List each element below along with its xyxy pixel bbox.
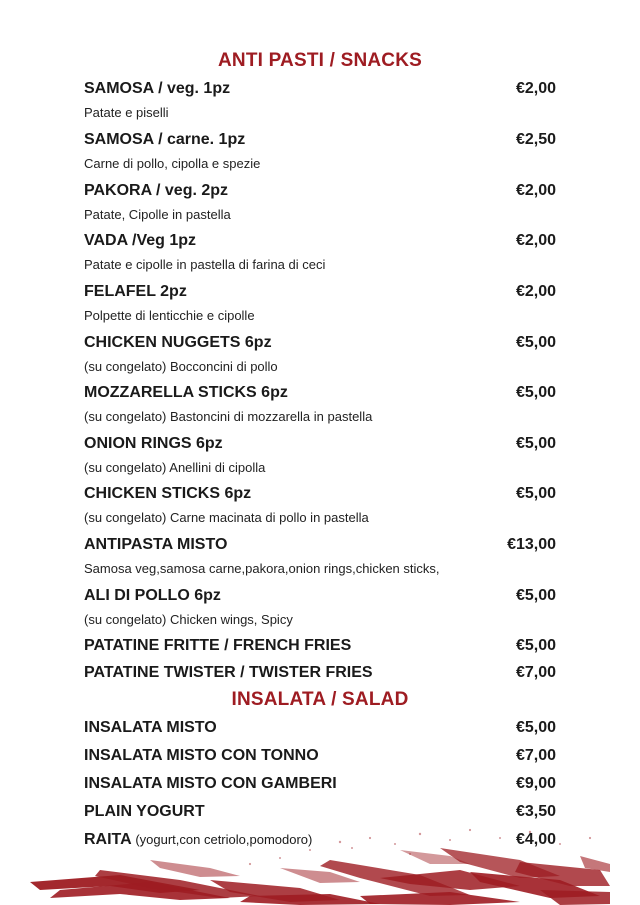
item-name: SAMOSA / veg. 1pz xyxy=(84,80,231,97)
menu-item-samosa-carne xyxy=(84,131,556,171)
menu-item-onion-rings xyxy=(84,435,556,475)
menu-item-samosa-veg xyxy=(84,80,556,120)
item-price: €5,00 xyxy=(515,334,556,351)
item-price: €2,00 xyxy=(515,283,556,300)
item-name: VADA /Veg 1pz xyxy=(84,232,197,249)
item-description: Patate, Cipolle in pastella xyxy=(84,207,231,222)
section-title-salad: INSALATA / SALAD xyxy=(231,689,409,710)
menu-item-chicken-sticks xyxy=(84,485,556,525)
item-name: PATATINE FRITTE / FRENCH FRIES xyxy=(84,637,352,654)
menu-item-insalata-tonno xyxy=(84,747,556,771)
item-name: ANTIPASTA MISTO xyxy=(84,536,228,553)
menu-item-mozzarella-sticks xyxy=(84,384,556,424)
item-name: INSALATA MISTO CON GAMBERI xyxy=(84,775,337,792)
menu-item-french-fries xyxy=(84,637,556,661)
item-price: €5,00 xyxy=(515,587,556,604)
item-name: MOZZARELLA STICKS 6pz xyxy=(84,384,288,401)
item-description: (su congelato) Bastoncini di mozzarella in pastella xyxy=(84,409,373,424)
item-description: Patate e piselli xyxy=(84,105,169,120)
menu-item-vada xyxy=(84,232,556,272)
item-description: (su congelato) Anellini di cipolla xyxy=(84,460,266,475)
item-description: Carne di pollo, cipolla e spezie xyxy=(84,156,261,171)
item-name: PATATINE TWISTER / TWISTER FRIES xyxy=(84,664,373,681)
item-price: €2,00 xyxy=(515,80,556,97)
section-title-snacks: ANTI PASTI / SNACKS xyxy=(217,50,422,71)
item-name: SAMOSA / carne. 1pz xyxy=(84,131,246,148)
item-description: (su congelato) Chicken wings, Spicy xyxy=(84,612,293,627)
item-price: €2,00 xyxy=(515,182,556,199)
item-price: €9,00 xyxy=(515,775,556,792)
menu-item-felafel xyxy=(84,283,556,323)
item-price: €2,00 xyxy=(515,232,556,249)
item-price: €5,00 xyxy=(515,719,556,736)
item-price: €5,00 xyxy=(515,435,556,452)
item-name: CHICKEN STICKS 6pz xyxy=(84,485,252,502)
item-price: €3,50 xyxy=(515,803,556,820)
item-description: Patate e cipolle in pastella di farina di ceci xyxy=(84,257,326,272)
menu-item-insalata-gamberi xyxy=(84,775,556,799)
menu-item-insalata-misto xyxy=(84,719,556,743)
item-price: €7,00 xyxy=(515,747,556,764)
item-price: €4,00 xyxy=(515,831,556,848)
item-price: €5,00 xyxy=(515,485,556,502)
menu-item-antipasta-misto xyxy=(84,536,556,576)
item-name: ALI DI POLLO 6pz xyxy=(84,587,221,604)
menu-item-twister-fries xyxy=(84,664,556,688)
menu-item-chicken-nuggets xyxy=(84,334,556,374)
item-name: CHICKEN NUGGETS 6pz xyxy=(84,334,272,351)
item-description: (su congelato) Bocconcini di pollo xyxy=(84,359,278,374)
item-name: PLAIN YOGURT xyxy=(84,803,205,820)
menu-item-pakora xyxy=(84,182,556,222)
item-name: INSALATA MISTO xyxy=(84,719,217,736)
item-name-text: RAITA xyxy=(84,831,132,848)
item-description: Polpette di lenticchie e cipolle xyxy=(84,308,255,323)
item-price: €2,50 xyxy=(515,131,556,148)
item-name: INSALATA MISTO CON TONNO xyxy=(84,747,319,764)
item-description: Samosa veg,samosa carne,pakora,onion rings,chicken sticks, xyxy=(84,561,440,576)
item-name: FELAFEL 2pz xyxy=(84,283,187,300)
item-price: €5,00 xyxy=(515,637,556,654)
menu-item-ali-di-pollo xyxy=(84,587,556,627)
item-price: €7,00 xyxy=(515,664,556,681)
item-price: €5,00 xyxy=(515,384,556,401)
brush-stroke-decoration xyxy=(0,820,640,905)
item-name: ONION RINGS 6pz xyxy=(84,435,223,452)
item-name: PAKORA / veg. 2pz xyxy=(84,182,229,199)
item-price: €13,00 xyxy=(507,536,556,553)
item-inline-description: (yogurt,con cetriolo,pomodoro) xyxy=(131,832,313,847)
item-description: (su congelato) Carne macinata di pollo in pastella xyxy=(84,510,369,525)
